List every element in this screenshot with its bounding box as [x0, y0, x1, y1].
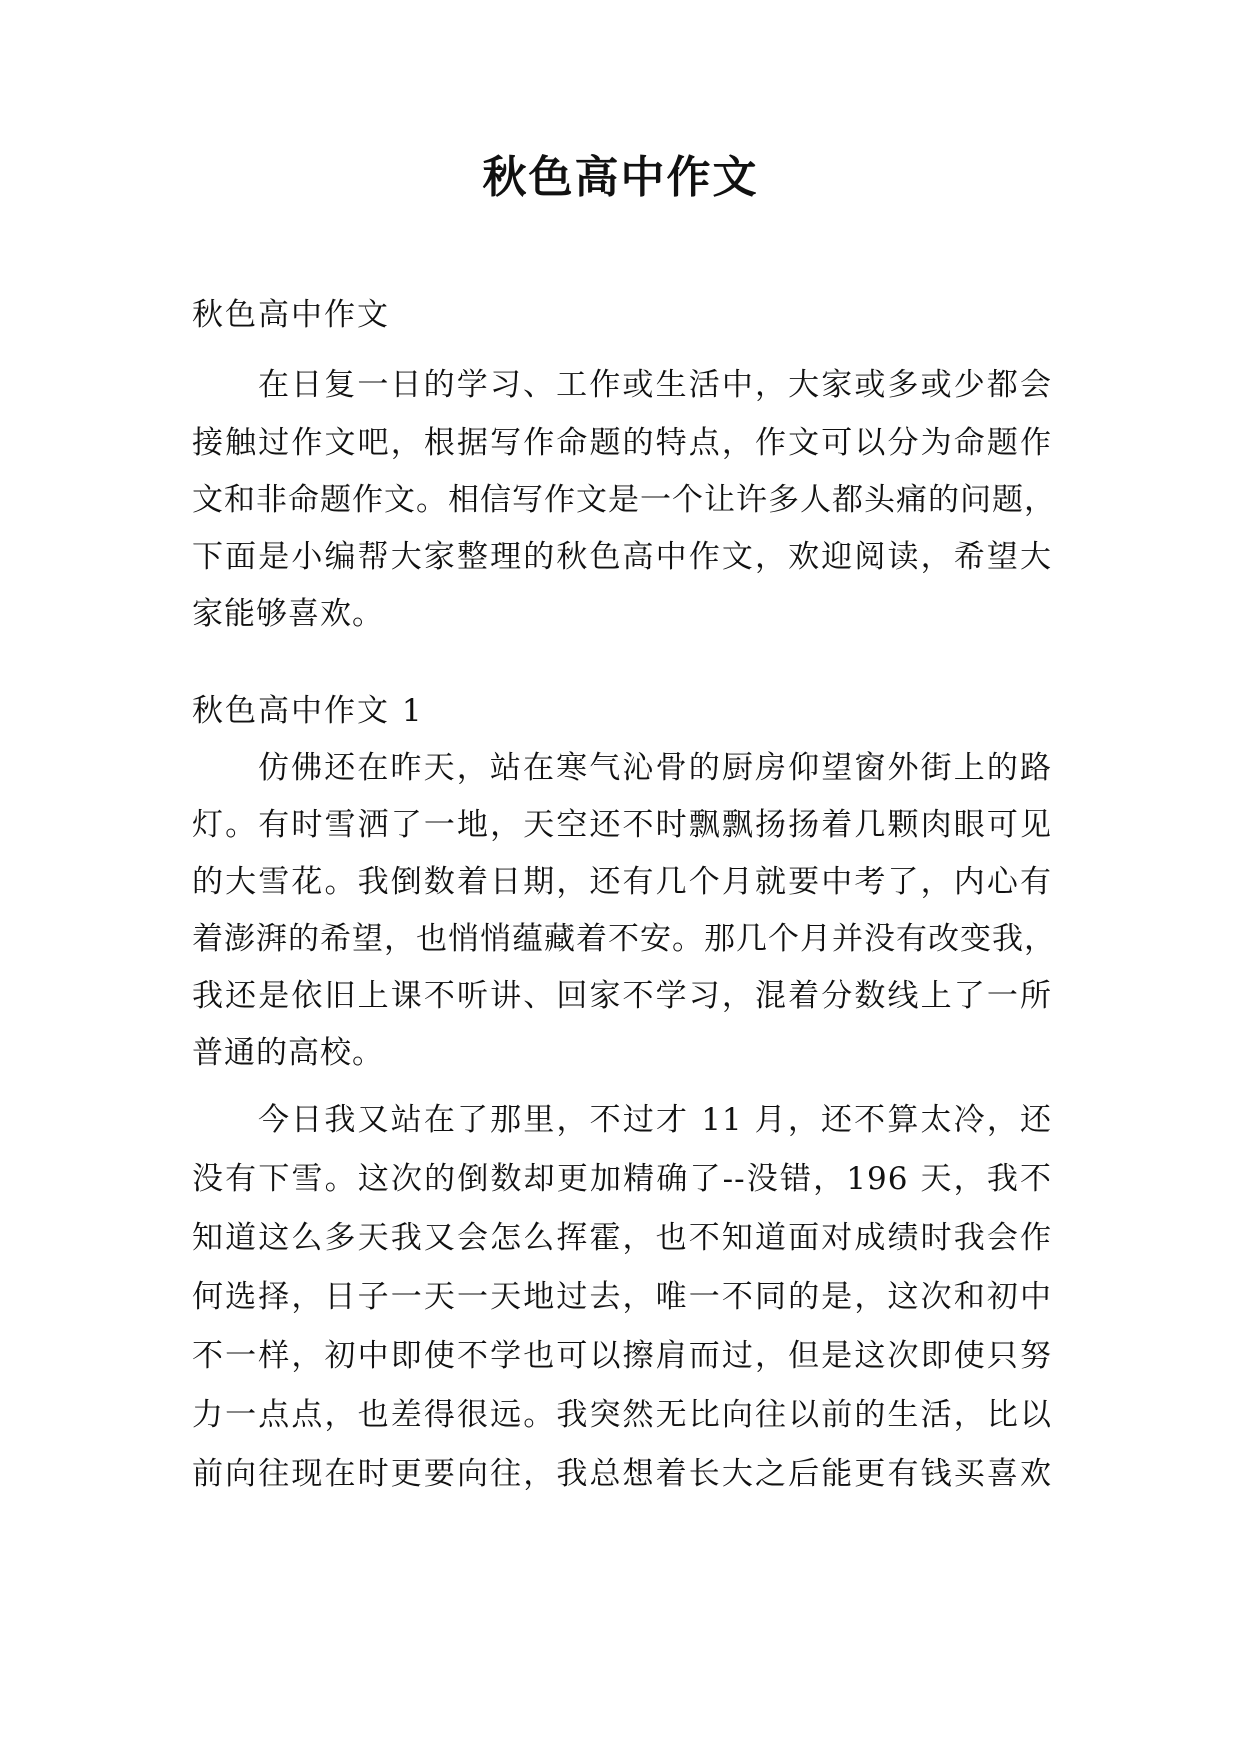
para1-line-5: 我还是依旧上课不听讲、回家不学习，混着分数线上了一所 — [192, 978, 1052, 1014]
para2-line-6: 力一点点，也差得很远。我突然无比向往以前的生活，比以 — [192, 1397, 1052, 1433]
para2-line-2: 没有下雪。这次的倒数却更加精确了--没错，196 天，我不 — [192, 1161, 1052, 1197]
para1-line-1: 仿佛还在昨天，站在寒气沁骨的厨房仰望窗外街上的路 — [258, 750, 1052, 786]
intro-line-4: 下面是小编帮大家整理的秋色高中作文，欢迎阅读，希望大 — [192, 539, 1052, 575]
para1-line-4: 着澎湃的希望，也悄悄蕴藏着不安。那几个月并没有改变我， — [192, 921, 1056, 957]
para2-line-5: 不一样，初中即使不学也可以擦肩而过，但是这次即使只努 — [192, 1338, 1052, 1374]
para2-line-3: 知道这么多天我又会怎么挥霍，也不知道面对成绩时我会作 — [192, 1220, 1052, 1256]
section-heading: 秋色高中作文 1 — [192, 693, 424, 729]
intro-line-2: 接触过作文吧，根据写作命题的特点，作文可以分为命题作 — [192, 425, 1052, 461]
document-subtitle: 秋色高中作文 — [192, 297, 390, 333]
para2-line-4: 何选择，日子一天一天地过去，唯一不同的是，这次和初中 — [192, 1279, 1052, 1315]
document-title: 秋色高中作文 — [482, 152, 759, 203]
intro-line-1: 在日复一日的学习、工作或生活中，大家或多或少都会 — [258, 367, 1052, 403]
para2-line-7: 前向往现在时更要向往，我总想着长大之后能更有钱买喜欢 — [192, 1456, 1052, 1492]
para1-line-6: 普通的高校。 — [192, 1035, 384, 1071]
intro-line-5: 家能够喜欢。 — [192, 596, 384, 632]
intro-line-3: 文和非命题作文。相信写作文是一个让许多人都头痛的问题， — [192, 482, 1056, 518]
para1-line-2: 灯。有时雪洒了一地，天空还不时飘飘扬扬着几颗肉眼可见 — [192, 807, 1052, 843]
para2-line-1: 今日我又站在了那里，不过才 11 月，还不算太冷，还 — [258, 1102, 1052, 1138]
para1-line-3: 的大雪花。我倒数着日期，还有几个月就要中考了，内心有 — [192, 864, 1052, 900]
